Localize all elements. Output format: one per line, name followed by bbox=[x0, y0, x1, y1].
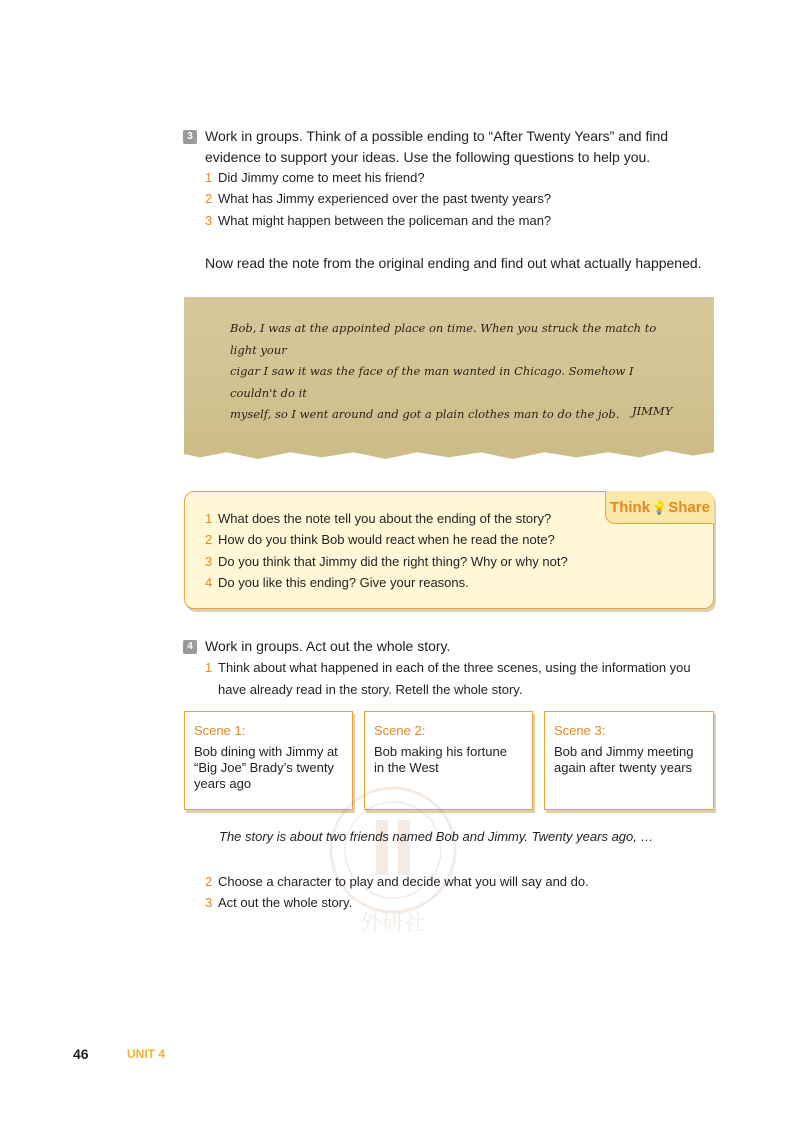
list-item bbox=[205, 572, 469, 593]
question-text: What has Jimmy experienced over the past twenty years? bbox=[218, 191, 552, 206]
note-signature: JIMMY bbox=[632, 404, 673, 418]
step-number: 2 bbox=[205, 874, 213, 889]
scene-title: Scene 2: bbox=[374, 723, 426, 738]
step-text: Think about what happened in each of the three scenes, using the information you bbox=[218, 660, 691, 675]
scene-box bbox=[544, 711, 714, 810]
watermark-text: 外研社 bbox=[359, 911, 427, 936]
story-starter: The story is about two friends named Bob and Jimmy. Twenty years ago, … bbox=[219, 829, 654, 844]
question-number: 2 bbox=[205, 191, 213, 206]
scene-line: again after twenty years bbox=[554, 760, 693, 775]
page-number: 46 bbox=[73, 1046, 89, 1062]
scene-title: Scene 1: bbox=[194, 723, 246, 738]
question-text: What does the note tell you about the ending of the story? bbox=[218, 511, 552, 526]
note-line: Bob, I was at the appointed place on time. When you struck the match to light your bbox=[230, 321, 657, 357]
step-text: Choose a character to play and decide what you will say and do. bbox=[218, 874, 589, 889]
question-text: What might happen between the policeman and the man? bbox=[218, 213, 552, 228]
list-item bbox=[205, 508, 551, 529]
activity-number-badge: 4 bbox=[183, 640, 197, 654]
list-item bbox=[205, 167, 425, 188]
scene-line: Bob making his fortune bbox=[374, 744, 507, 759]
list-item bbox=[205, 892, 352, 913]
question-text: Do you like this ending? Give your reasons. bbox=[218, 575, 469, 590]
step-text-continued: have already read in the story. Retell the whole story. bbox=[218, 682, 523, 697]
think-label-text: Think bbox=[610, 499, 651, 516]
question-number: 1 bbox=[205, 170, 213, 185]
publisher-watermark bbox=[318, 770, 468, 940]
scene-line: in the West bbox=[374, 760, 439, 775]
activity3-heading-line1: Work in groups. Think of a possible ending to “After Twenty Years” and find bbox=[205, 128, 669, 144]
scene-line: “Big Joe” Brady’s twenty bbox=[194, 760, 334, 775]
think-share-label bbox=[605, 491, 714, 524]
scene-description bbox=[194, 744, 338, 792]
scene-line: Bob and Jimmy meeting bbox=[554, 744, 694, 759]
reading-instruction: Now read the note from the original ending and find out what actually happened. bbox=[205, 255, 702, 271]
scene-description bbox=[554, 744, 693, 776]
list-item bbox=[205, 551, 568, 572]
note-line: cigar I saw it was the face of the man wanted in Chicago. Somehow I couldn't do it bbox=[230, 364, 634, 400]
question-number: 3 bbox=[205, 554, 213, 569]
activity4-heading: Work in groups. Act out the whole story. bbox=[205, 638, 451, 654]
question-number: 1 bbox=[205, 511, 213, 526]
lightbulb-icon: 💡 bbox=[651, 500, 668, 515]
scene-line: Bob dining with Jimmy at bbox=[194, 744, 338, 759]
scene-title: Scene 3: bbox=[554, 723, 606, 738]
note-line: myself, so I went around and got a plain clothes man to do the job. bbox=[230, 407, 620, 421]
list-item bbox=[205, 657, 691, 678]
question-number: 3 bbox=[205, 213, 213, 228]
list-item bbox=[205, 188, 551, 209]
activity-number-badge: 3 bbox=[183, 130, 197, 144]
step-text: Act out the whole story. bbox=[218, 895, 353, 910]
list-item bbox=[205, 210, 551, 231]
question-number: 2 bbox=[205, 532, 213, 547]
question-number: 4 bbox=[205, 575, 213, 590]
note-text bbox=[230, 318, 680, 426]
question-text: Do you think that Jimmy did the right thing? Why or why not? bbox=[218, 554, 568, 569]
question-text: Did Jimmy come to meet his friend? bbox=[218, 170, 425, 185]
share-label-text: Share bbox=[668, 499, 710, 516]
step-number: 1 bbox=[205, 660, 213, 675]
unit-label: UNIT 4 bbox=[127, 1047, 166, 1061]
list-item bbox=[205, 529, 555, 550]
scene-line: years ago bbox=[194, 776, 252, 791]
activity3-heading-line2: evidence to support your ideas. Use the following questions to help you. bbox=[205, 149, 651, 165]
step-number: 3 bbox=[205, 895, 213, 910]
list-item bbox=[205, 871, 589, 892]
question-text: How do you think Bob would react when he read the note? bbox=[218, 532, 555, 547]
